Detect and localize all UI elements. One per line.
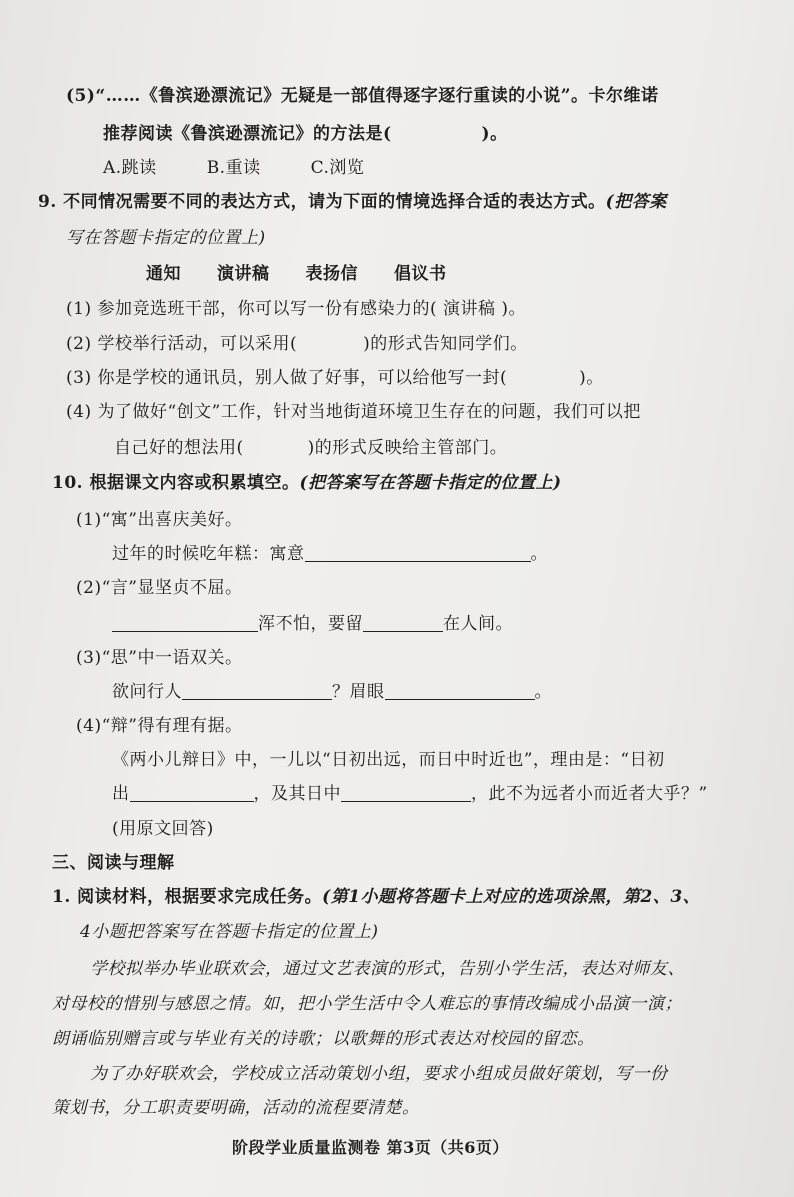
q9-item-4-line2: 自己好的想法用( )的形式反映给主管部门。 bbox=[114, 438, 508, 458]
r1-note: 4小题把答案写在答题卡指定的位置上) bbox=[80, 922, 379, 942]
q10-stem: 10. 根据课文内容或积累填空。(把答案写在答题卡指定的位置上) bbox=[52, 473, 562, 493]
q10-part-4-line1: 《两小儿辩日》中，一儿以“日初出远，而日中时近也”，理由是：“日初 bbox=[112, 750, 665, 770]
r1-para1-line1: 学校拟举办毕业联欢会，通过文艺表演的形式，告别小学生活，表达对师友、 bbox=[90, 959, 685, 979]
form-speech: 演讲稿 bbox=[217, 264, 270, 284]
q10-part-4-note: (用原文回答) bbox=[112, 819, 214, 839]
answer-blank-5[interactable] bbox=[385, 681, 535, 700]
section-title: 三、阅读与理解 bbox=[52, 853, 175, 873]
answer-blank-6[interactable] bbox=[130, 783, 254, 802]
q9-item-2: (2) 学校举行活动，可以采用( )的形式告知同学们。 bbox=[66, 334, 528, 354]
r1-stem: 1. 阅读材料，根据要求完成任务。(第1小题将答题卡上对应的选项涂黑，第2、3、 bbox=[52, 887, 701, 907]
q10-part-3-head: (3)“思”中一语双关。 bbox=[76, 648, 243, 668]
q10-part-4-head: (4)“辩”得有理有据。 bbox=[76, 716, 243, 736]
q10-part-2: 浑不怕，要留 在人间。 bbox=[112, 612, 513, 636]
answer-blank-3[interactable] bbox=[363, 613, 443, 632]
page-footer: 阶段学业质量监测卷 第3页（共6页） bbox=[232, 1138, 509, 1157]
q10-part-3: 欲问行人 ？眉眼 。 bbox=[112, 682, 552, 702]
q10-part-4-line2: 出 ，及其日中 ，此不为远者小而近者大乎？” bbox=[112, 784, 708, 804]
answer-blank-1[interactable] bbox=[305, 543, 531, 562]
r1-para1-line3: 朗诵临别赠言或与毕业有关的诗歌；以歌舞的形式表达对校园的留恋。 bbox=[52, 1029, 595, 1049]
q9-forms bbox=[146, 262, 483, 286]
option-a: A.跳读 bbox=[103, 158, 157, 178]
q10-part-2-head: (2)“言”显坚贞不屈。 bbox=[76, 578, 243, 598]
q8-5-options bbox=[103, 156, 414, 180]
q9-item-1: (1) 参加竞选班干部，你可以写一份有感染力的( 演讲稿 )。 bbox=[66, 299, 527, 319]
q8-5-line2: 推荐阅读《鲁滨逊漂流记》的方法是( )。 bbox=[103, 124, 508, 144]
form-notice: 通知 bbox=[146, 264, 181, 284]
q9-item-4-line1: (4) 为了做好“创文”工作，针对当地街道环境卫生存在的问题，我们可以把 bbox=[66, 402, 641, 422]
form-praise-letter: 表扬信 bbox=[305, 264, 358, 284]
q9-note: 写在答题卡指定的位置上) bbox=[66, 228, 266, 248]
q10-part-1: 过年的时候吃年糕：寓意 。 bbox=[112, 544, 548, 564]
q8-5-line1: (5)“……《鲁滨逊漂流记》无疑是一部值得逐字逐行重读的小说”。卡尔维诺 bbox=[66, 86, 659, 106]
r1-para1-line2: 对母校的惜别与感恩之情。如，把小学生活中令人难忘的事情改编成小品演一演； bbox=[52, 994, 682, 1014]
option-c: C.浏览 bbox=[310, 158, 365, 178]
q10-part-1-head: (1)“寓”出喜庆美好。 bbox=[76, 510, 243, 530]
answer-blank-7[interactable] bbox=[341, 783, 471, 802]
option-b: B.重读 bbox=[206, 158, 261, 178]
r1-para2-line2: 策划书，分工职责要明确，活动的流程要清楚。 bbox=[52, 1098, 420, 1118]
q9-stem: 9. 不同情况需要不同的表达方式，请为下面的情境选择合适的表达方式。(把答案 bbox=[38, 192, 667, 212]
r1-para2-line1: 为了办好联欢会，学校成立活动策划小组，要求小组成员做好策划，写一份 bbox=[90, 1064, 668, 1084]
answer-blank-2[interactable] bbox=[112, 613, 258, 632]
form-proposal: 倡议书 bbox=[394, 264, 447, 284]
q9-item-3: (3) 你是学校的通讯员，别人做了好事，可以给他写一封( )。 bbox=[66, 368, 604, 388]
answer-blank-4[interactable] bbox=[182, 681, 332, 700]
